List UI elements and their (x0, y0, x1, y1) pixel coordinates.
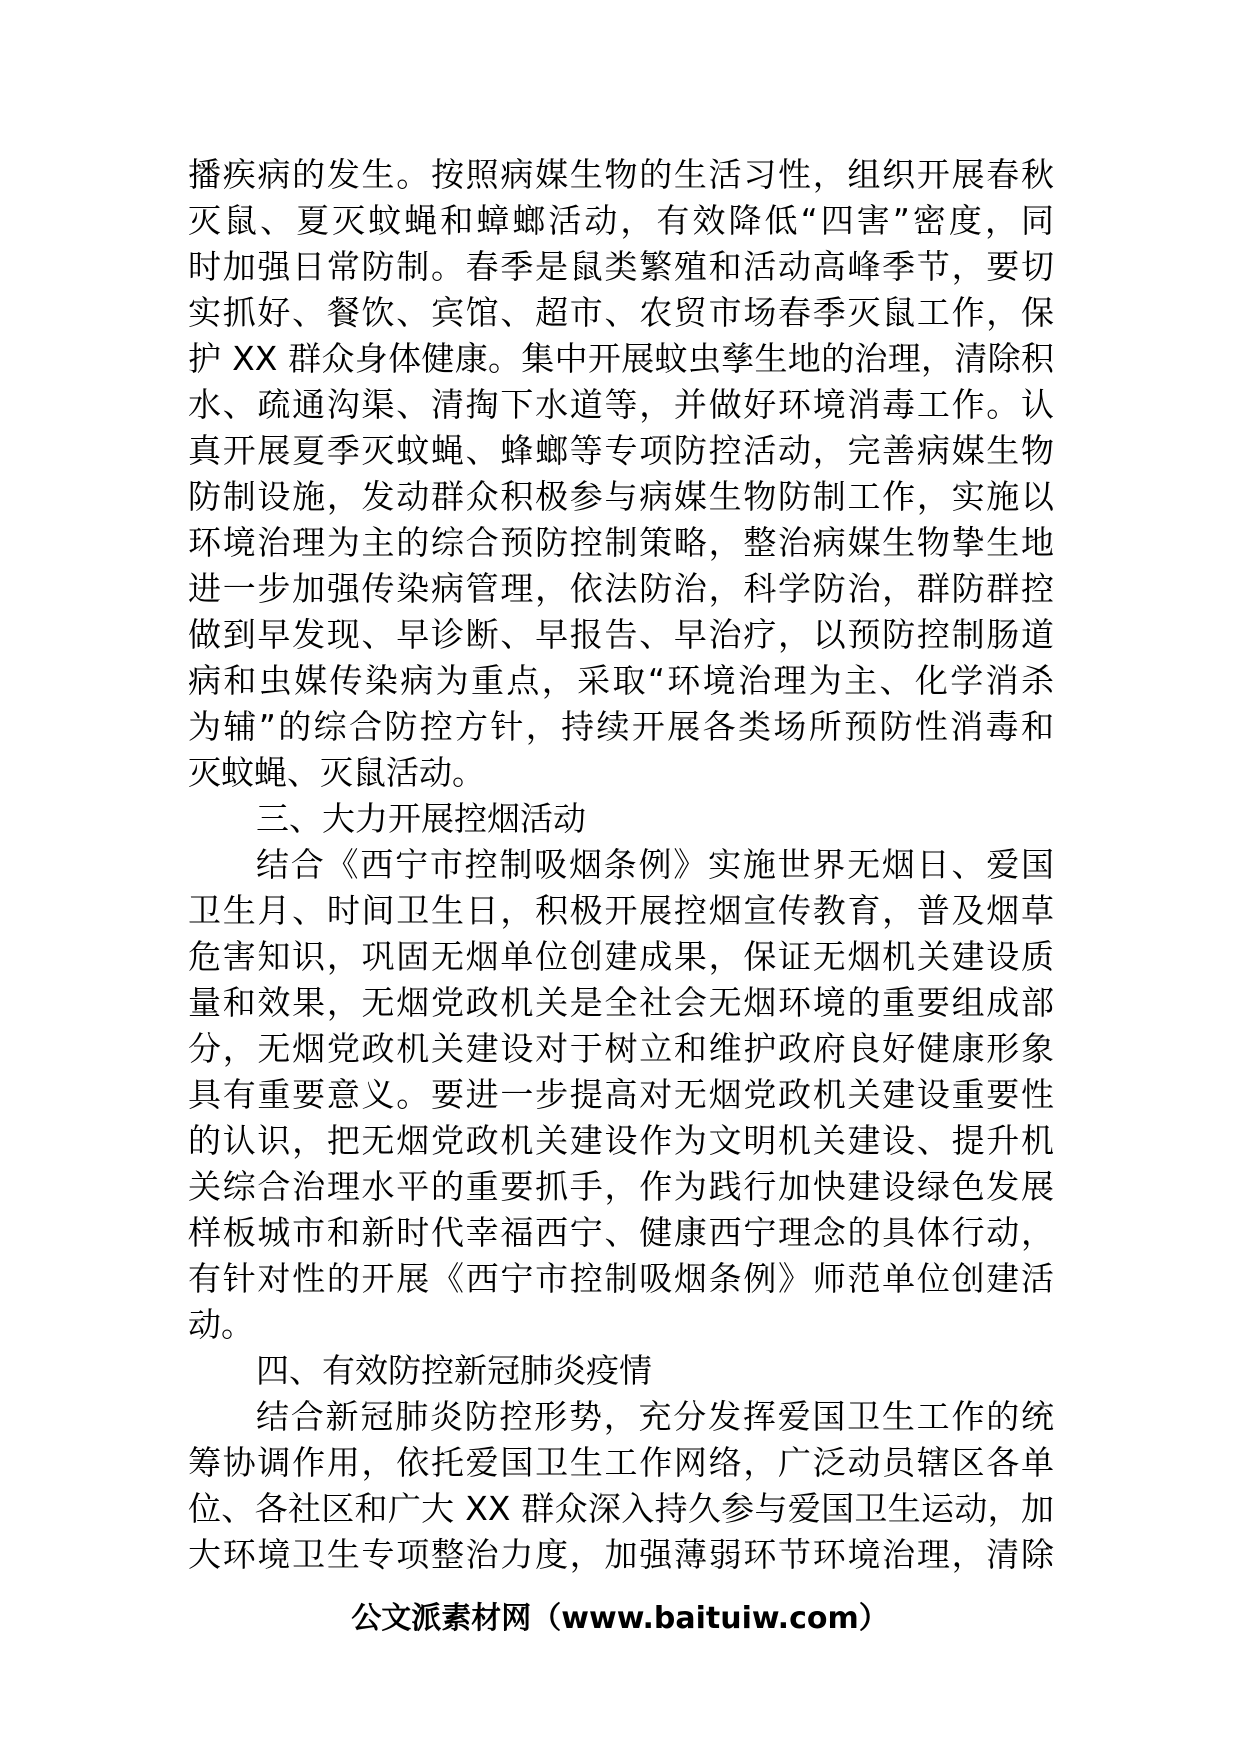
text-line: 有针对性的开展《西宁市控制吸烟条例》师范单位创建活 (188, 1259, 1054, 1298)
text-line: 进一步加强传染病管理，依法防治，科学防治，群防群控 (188, 569, 1054, 608)
text-line: 样板城市和新时代幸福西宁、健康西宁理念的具体行动， (188, 1213, 1054, 1252)
text-line: 大环境卫生专项整治力度，加强薄弱环节环境治理，清除 (188, 1535, 1054, 1574)
text-line: 水、疏通沟渠、清掏下水道等，并做好环境消毒工作。认 (188, 385, 1054, 424)
text-line: 量和效果，无烟党政机关是全社会无烟环境的重要组成部 (188, 983, 1054, 1022)
text-line: 动。 (188, 1305, 254, 1344)
text-line: 危害知识，巩固无烟单位创建成果，保证无烟机关建设质 (188, 937, 1054, 976)
text-line: 关综合治理水平的重要抓手，作为践行加快建设绿色发展 (188, 1167, 1054, 1206)
text-line: 三、大力开展控烟活动 (256, 799, 586, 838)
text-line: 实抓好、餐饮、宾馆、超市、农贸市场春季灭鼠工作，保 (188, 293, 1054, 332)
text-line: 四、有效防控新冠肺炎疫情 (256, 1351, 652, 1390)
text-line: 分，无烟党政机关建设对于树立和维护政府良好健康形象 (188, 1029, 1054, 1068)
text-line: 结合《西宁市控制吸烟条例》实施世界无烟日、爱国 (256, 845, 1054, 884)
text-line: 护 XX 群众身体健康。集中开展蚊虫孳生地的治理，清除积 (188, 339, 1054, 378)
text-line: 灭蚊蝇、灭鼠活动。 (188, 753, 485, 792)
text-line: 的认识，把无烟党政机关建设作为文明机关建设、提升机 (188, 1121, 1054, 1160)
text-line: 位、各社区和广大 XX 群众深入持久参与爱国卫生运动，加 (188, 1489, 1054, 1528)
page-footer: 公文派素材网（www.baituiw.com） (351, 1601, 889, 1636)
text-line: 病和虫媒传染病为重点，采取“环境治理为主、化学消杀 (188, 661, 1054, 700)
text-line: 防制设施，发动群众积极参与病媒生物防制工作，实施以 (188, 477, 1054, 516)
text-line: 环境治理为主的综合预防控制策略，整治病媒生物挚生地 (188, 523, 1054, 562)
text-line: 做到早发现、早诊断、早报告、早治疗，以预防控制肠道 (188, 615, 1054, 654)
text-line: 具有重要意义。要进一步提高对无烟党政机关建设重要性 (188, 1075, 1054, 1114)
text-line: 卫生月、时间卫生日，积极开展控烟宣传教育，普及烟草 (188, 891, 1054, 930)
document-body (188, 152, 1054, 1578)
text-line: 真开展夏季灭蚊蝇、蜂螂等专项防控活动，完善病媒生物 (188, 431, 1054, 470)
text-line: 为辅”的综合防控方针，持续开展各类场所预防性消毒和 (188, 707, 1054, 746)
text-line: 播疾病的发生。按照病媒生物的生活习性，组织开展春秋 (188, 155, 1054, 194)
text-line: 灭鼠、夏灭蚊蝇和蟑螂活动，有效降低“四害”密度，同 (188, 201, 1054, 240)
text-line: 筹协调作用，依托爱国卫生工作网络，广泛动员辖区各单 (188, 1443, 1054, 1482)
text-line: 结合新冠肺炎防控形势，充分发挥爱国卫生工作的统 (256, 1397, 1054, 1436)
text-line: 时加强日常防制。春季是鼠类繁殖和活动高峰季节，要切 (188, 247, 1054, 286)
